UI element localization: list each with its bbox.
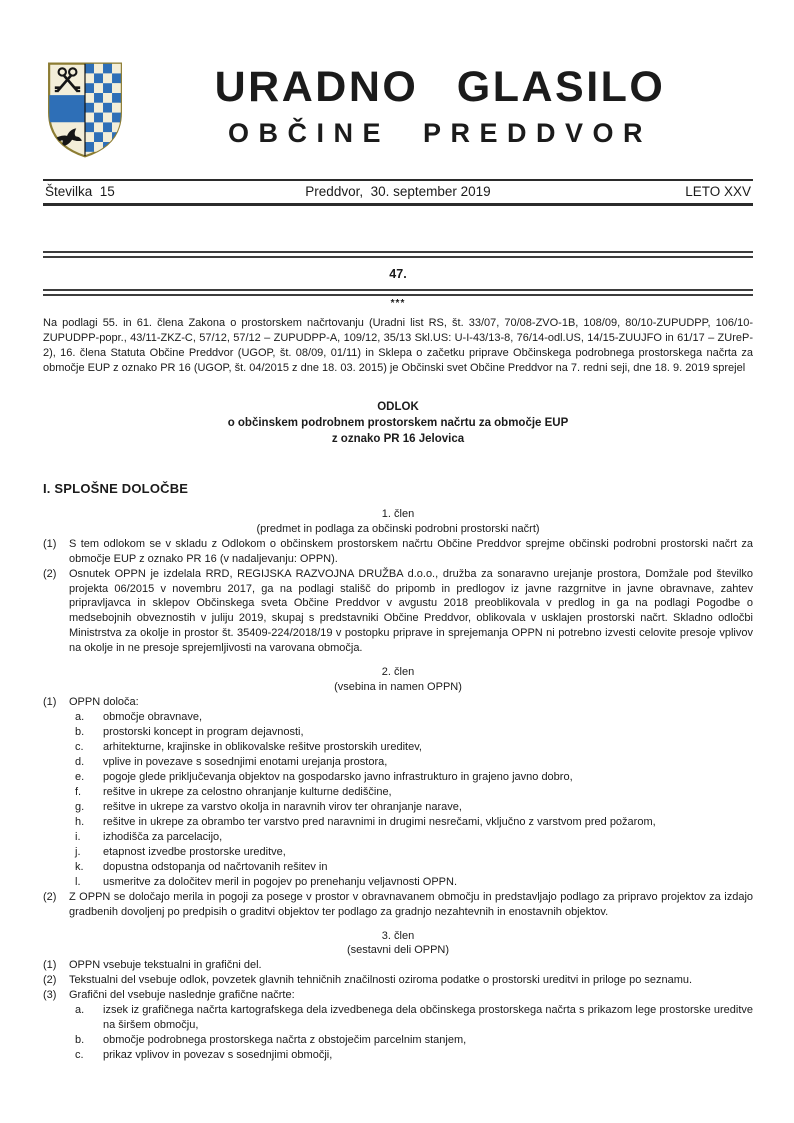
numbered-paragraph xyxy=(43,695,753,710)
paragraph-text: S tem odlokom se v skladu z Odlokom o občinskem prostorskem načrtu Občine Preddvor sprejme občinski podrobni prostorski načrt za območje EUP z oznako PR 16 (v nadaljevanju: OPPN). xyxy=(69,537,753,565)
item-text: dopustna odstopanja od načrtovanih rešitev in xyxy=(103,860,328,873)
item-text: rešitve in ukrepe za obrambo ter varstvo pred naravnimi in drugimi nesrečami, vključno z varstvom pred požarom, xyxy=(103,815,656,828)
list-item xyxy=(75,815,753,830)
list-item xyxy=(75,755,753,770)
numbered-paragraph xyxy=(43,958,753,973)
checker-pattern xyxy=(85,64,121,152)
paragraph-text: OPPN določa: xyxy=(69,696,139,709)
paragraph-text: Grafični del vsebuje naslednje grafične načrte: xyxy=(69,989,295,1002)
list-item xyxy=(75,785,753,800)
numbered-paragraph xyxy=(43,973,753,988)
paragraph-text: Osnutek OPPN je izdelala RRD, REGIJSKA RAZVOJNA DRUŽBA d.o.o., družba za sonaravno urejanje prostora, Domžale pod številko projekta 06/2015 v novembru 2017, ga na podlagi stališč do pripomb in predlogov iz javne razgrnitve in javne obravnave, zahtev pripravljavca in sklepov Občinskega sveta Občine Preddvor v avgustu 2018 preoblikovala v predlog in ga na podlagi Pogodbe o medsebojnih obveznostih v juliju 2019, skupaj s predstavniki Občine Preddvor, oblikovala v usklajen prostorski načrt. Skladno odločbi Ministrstva za okolje in prostor št. 35409-224/2018/19 v postopku priprave in sprejemanja OPPN ni potrebno izvesti celovite presoje vplivov na okolje in ne presoje sprejemljivosti na varovana območja. xyxy=(69,567,753,655)
list-item xyxy=(75,725,753,740)
stars-separator: *** xyxy=(390,298,406,309)
item-letter: e. xyxy=(75,770,85,783)
issue-number: Številka 15 xyxy=(45,184,115,199)
article-heading: 1. člen xyxy=(381,507,415,520)
item-letter: c. xyxy=(75,1049,84,1062)
issue-year: LETO XXV xyxy=(685,184,751,199)
item-text: vplive in povezave s sosednjimi enotami urejanja prostora, xyxy=(103,756,388,769)
decree-title-line: ODLOK xyxy=(377,400,419,413)
paragraph-text: Z OPPN se določajo merila in pogoji za posege v prostor v obravnavanem območju in predstavljajo podlago za pripravo projektov za izdajo gradbenih dovoljenj po predpisih o graditvi objektov ter podlago za gradnjo nezahtevnih in enostavnih objektov. xyxy=(69,890,753,918)
masthead-titles xyxy=(127,57,753,149)
item-letter: a. xyxy=(75,1004,85,1017)
decree-title-line: z oznako PR 16 Jelovica xyxy=(331,433,465,445)
list-item xyxy=(75,1033,753,1048)
item-text: rešitve in ukrepe za celostno ohranjanje kulturne dediščine, xyxy=(103,785,392,798)
numbered-paragraph xyxy=(43,890,753,920)
article-1 xyxy=(43,507,753,657)
item-letter: a. xyxy=(75,711,85,724)
article-number: 47. xyxy=(389,267,407,281)
item-text: usmeritve za določitev meril in pogojev po prenehanju veljavnosti OPPN. xyxy=(103,875,458,888)
list-item xyxy=(75,1003,753,1033)
rule-bottom xyxy=(43,289,753,296)
item-letter: g. xyxy=(75,800,85,813)
article-heading: 2. člen xyxy=(381,666,415,679)
gazette-subtitle: OBČINE PREDDVOR xyxy=(227,118,653,149)
list-item xyxy=(75,875,753,890)
item-letter: h. xyxy=(75,815,85,828)
list-item xyxy=(75,830,753,845)
rule-top xyxy=(43,251,753,258)
paragraph-text: OPPN vsebuje tekstualni in grafični del. xyxy=(69,959,262,972)
item-text: rešitve in ukrepe za varstvo okolja in naravnih virov ter ohranjanje narave, xyxy=(103,800,462,813)
article-subtitle: (vsebina in namen OPPN) xyxy=(334,681,462,694)
item-text: pogoje glede priključevanja objektov na gospodarsko javno infrastrukturo in grajeno javno dobro, xyxy=(103,770,573,783)
document-body xyxy=(43,316,753,1063)
item-text: etapnost izvedbe prostorske ureditve, xyxy=(103,845,286,858)
item-text: arhitekturne, krajinske in oblikovalske rešitve prostorskih ureditev, xyxy=(103,741,422,754)
article-3 xyxy=(43,929,753,1064)
paragraph-number: (1) xyxy=(43,696,57,709)
lettered-list xyxy=(69,710,753,889)
paragraph-number: (1) xyxy=(43,959,57,972)
gazette-title: URADNO GLASILO xyxy=(214,63,666,111)
numbered-paragraph xyxy=(43,567,753,657)
article-subtitle: (predmet in podlaga za občinski podrobni prostorski načrt) xyxy=(256,522,540,535)
chapter-heading: I. SPLOŠNE DOLOČBE xyxy=(43,481,189,497)
item-letter: b. xyxy=(75,726,85,739)
item-text: območje podrobnega prostorskega načrta z obstoječim parcelnim stanjem, xyxy=(103,1034,467,1047)
decree-title xyxy=(43,399,753,447)
list-item xyxy=(75,770,753,785)
numbered-paragraph xyxy=(43,988,753,1003)
item-text: prikaz vplivov in povezav s sosednjimi območji, xyxy=(103,1049,333,1062)
lettered-list xyxy=(69,1003,753,1063)
item-letter: b. xyxy=(75,1034,85,1047)
issue-place-date: Preddvor, 30. september 2019 xyxy=(305,184,491,199)
article-heading: 3. člen xyxy=(381,929,415,942)
numbered-paragraph xyxy=(43,537,753,567)
paragraph-number: (3) xyxy=(43,989,57,1002)
issue-bar xyxy=(43,179,753,206)
coat-of-arms xyxy=(43,57,127,163)
item-letter: f. xyxy=(75,785,82,798)
paragraph-number: (2) xyxy=(43,890,57,903)
list-item xyxy=(75,860,753,875)
item-text: območje obravnave, xyxy=(103,711,203,724)
item-letter: k. xyxy=(75,860,84,873)
item-letter: l. xyxy=(75,875,81,888)
item-letter: d. xyxy=(75,756,85,769)
list-item xyxy=(75,710,753,725)
decree-title-line: o občinskem podrobnem prostorskem načrtu za območje EUP xyxy=(227,416,569,429)
article-subtitle: (sestavni deli OPPN) xyxy=(346,944,450,957)
list-item xyxy=(75,1048,753,1063)
list-item xyxy=(75,740,753,755)
paragraph-text: Tekstualni del vsebuje odlok, povzetek glavnih tehničnih značilnosti oziroma podatke o prostorski ureditvi in priloge po seznamu. xyxy=(69,974,693,987)
list-item xyxy=(75,845,753,860)
item-text: izhodišča za parcelacijo, xyxy=(103,830,223,843)
article-2 xyxy=(43,665,753,919)
paragraph-number: (1) xyxy=(43,537,57,550)
item-text: prostorski koncept in program dejavnosti, xyxy=(103,726,304,739)
masthead xyxy=(43,57,753,163)
item-text: izsek iz grafičnega načrta kartografskega dela izvedbenega dela občinskega prostorskega načrta s prikazom lege prostorske ureditve na širšem območju, xyxy=(103,1004,753,1032)
item-letter: i. xyxy=(75,830,81,843)
paragraph-number: (2) xyxy=(43,974,57,987)
list-item xyxy=(75,800,753,815)
preamble-text: Na podlagi 55. in 61. člena Zakona o prostorskem načrtovanju (Uradni list RS, št. 33/07, 70/08-ZVO-1B, 108/09, 80/10-ZUPUDPP, 106/10-ZUPUDPP-popr., 43/11-ZKZ-C, 57/12, 57/12 – ZUPUDPP-A, 109/12, 35/13 Skl.US: U-I-43/13-8, 76/14-odl.US, 14/15-ZUUJFO in 61/17 – ZUreP-2), 16. člena Statuta Občine Preddvor (UGOP, št. 08/09, 01/11) in Sklepa o začetku priprave Občinskega podrobnega prostorskega načrta za območje EUP z oznako PR 16 (UGOP, št. 04/2015 z dne 18. 03. 2015) je Občinski svet Občine Preddvor na 7. redni seji, dne 18. 9. 2019 sprejel xyxy=(43,317,753,374)
item-letter: j. xyxy=(75,845,81,858)
preddvor-coat-of-arms-icon xyxy=(43,57,127,163)
paragraph-number: (2) xyxy=(43,567,57,580)
item-letter: c. xyxy=(75,741,84,754)
